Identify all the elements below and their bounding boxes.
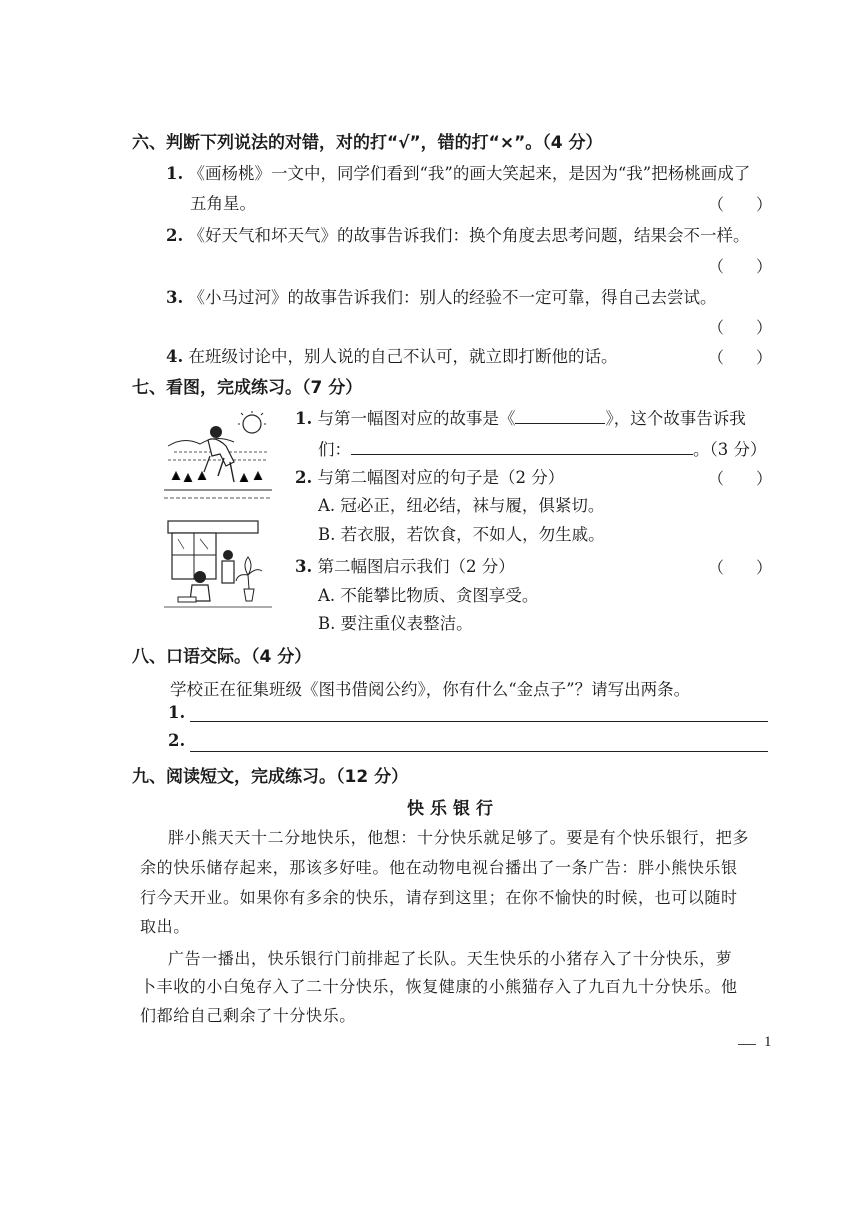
s8-prompt: 学校正在征集班级《图书借阅公约》，你有什么“金点子”？请写出两条。 <box>170 680 691 699</box>
answer-paren-q2[interactable]: （ ） <box>708 469 773 488</box>
item-text: 《画杨桃》一文中，同学们看到“我”的画大笑起来，是因为“我”把杨桃画成了 <box>188 164 751 183</box>
q3-option-a: A. 不能攀比物质、贪图享受。 <box>318 586 539 605</box>
item-text: 《小马过河》的故事告诉我们：别人的经验不一定可靠，得自己去尝试。 <box>188 288 717 307</box>
answer-paren-3[interactable]: （ ） <box>708 318 773 337</box>
passage-p2-line2: 卜丰收的小白兔存入了二十分快乐，恢复健康的小熊猫存入了九百九十分快乐。他 <box>140 977 738 996</box>
child-room-illustration <box>164 515 272 615</box>
passage-p1-line4: 取出。 <box>140 917 190 936</box>
s8-answer-number-2: 2. <box>168 731 186 750</box>
passage-p2-line1: 广告一播出，快乐银行门前排起了长队。天生快乐的小猪存入了十分快乐，萝 <box>168 949 733 968</box>
s7-q2 <box>295 464 564 488</box>
answer-paren-4[interactable]: （ ） <box>708 348 773 367</box>
s6-item-1-cont: 五角星。 <box>190 194 256 213</box>
s8-answer-line-2[interactable] <box>190 751 768 752</box>
q3-option-b: B. 要注重仪表整洁。 <box>318 614 473 633</box>
section-9-heading: 九、阅读短文，完成练习。（12 分） <box>132 767 409 787</box>
passage-p1-line2: 余的快乐储存起来，那该多好哇。他在动物电视台播出了一条广告：胖小熊快乐银 <box>140 858 738 877</box>
passage-title: 快乐银行 <box>407 799 499 819</box>
s7-q1-line2 <box>318 436 767 460</box>
s7-q1-line1 <box>295 405 746 429</box>
page-number: 1 <box>764 1034 772 1050</box>
item-number: 3. <box>295 557 313 576</box>
section-6-heading: 六、判断下列说法的对错，对的打“√”，错的打“×”。（4 分） <box>132 133 603 153</box>
planting-illustration <box>164 410 272 506</box>
s7-q3 <box>295 553 515 577</box>
q1-text-d: 。（3 分） <box>693 440 767 459</box>
s8-answer-line-1[interactable] <box>190 721 768 722</box>
q2-option-b: B. 若衣服，若饮食，不如人，勿生戚。 <box>318 525 605 544</box>
page-number-dash <box>738 1044 756 1045</box>
section-7-heading: 七、看图，完成练习。（7 分） <box>132 378 363 398</box>
q1-text-a: 与第一幅图对应的故事是《 <box>317 409 516 428</box>
item-number: 1. <box>295 409 313 428</box>
s8-answer-number-1: 1. <box>168 703 186 722</box>
passage-p2-line3: 们都给自己剩余了十分快乐。 <box>140 1006 356 1025</box>
q2-option-a: A. 冠必正，纽必结，袜与履，俱紧切。 <box>318 496 605 515</box>
item-number: 2. <box>166 226 184 245</box>
q2-text: 与第二幅图对应的句子是（2 分） <box>317 468 565 487</box>
item-number: 3. <box>166 288 184 307</box>
s6-item-1 <box>166 160 750 184</box>
q1-text-c: 们： <box>318 440 351 459</box>
answer-paren-2[interactable]: （ ） <box>708 257 773 276</box>
s6-item-4 <box>166 343 617 367</box>
q1-story-blank[interactable] <box>515 423 605 424</box>
item-number: 1. <box>166 164 184 183</box>
q1-text-b: 》，这个故事告诉我 <box>605 409 746 428</box>
item-number: 2. <box>295 468 313 487</box>
q1-lesson-blank[interactable] <box>351 454 693 455</box>
answer-paren-q3[interactable]: （ ） <box>708 558 773 577</box>
item-text: 《好天气和坏天气》的故事告诉我们：换个角度去思考问题，结果会不一样。 <box>188 226 750 245</box>
passage-p1-line1: 胖小熊天天十二分地快乐，他想：十分快乐就足够了。要是有个快乐银行，把多 <box>168 828 750 847</box>
passage-p1-line3: 行今天开业。如果你有多余的快乐，请存到这里；在你不愉快的时候，也可以随时 <box>140 888 738 907</box>
answer-paren-1[interactable]: （ ） <box>708 195 773 214</box>
item-number: 4. <box>166 347 184 366</box>
s6-item-3 <box>166 284 716 308</box>
s6-item-2 <box>166 222 749 246</box>
section-8-heading: 八、口语交际。（4 分） <box>132 647 312 667</box>
item-text: 在班级讨论中，别人说的自己不认可，就立即打断他的话。 <box>188 347 618 366</box>
q3-text: 第二幅图启示我们（2 分） <box>317 557 515 576</box>
